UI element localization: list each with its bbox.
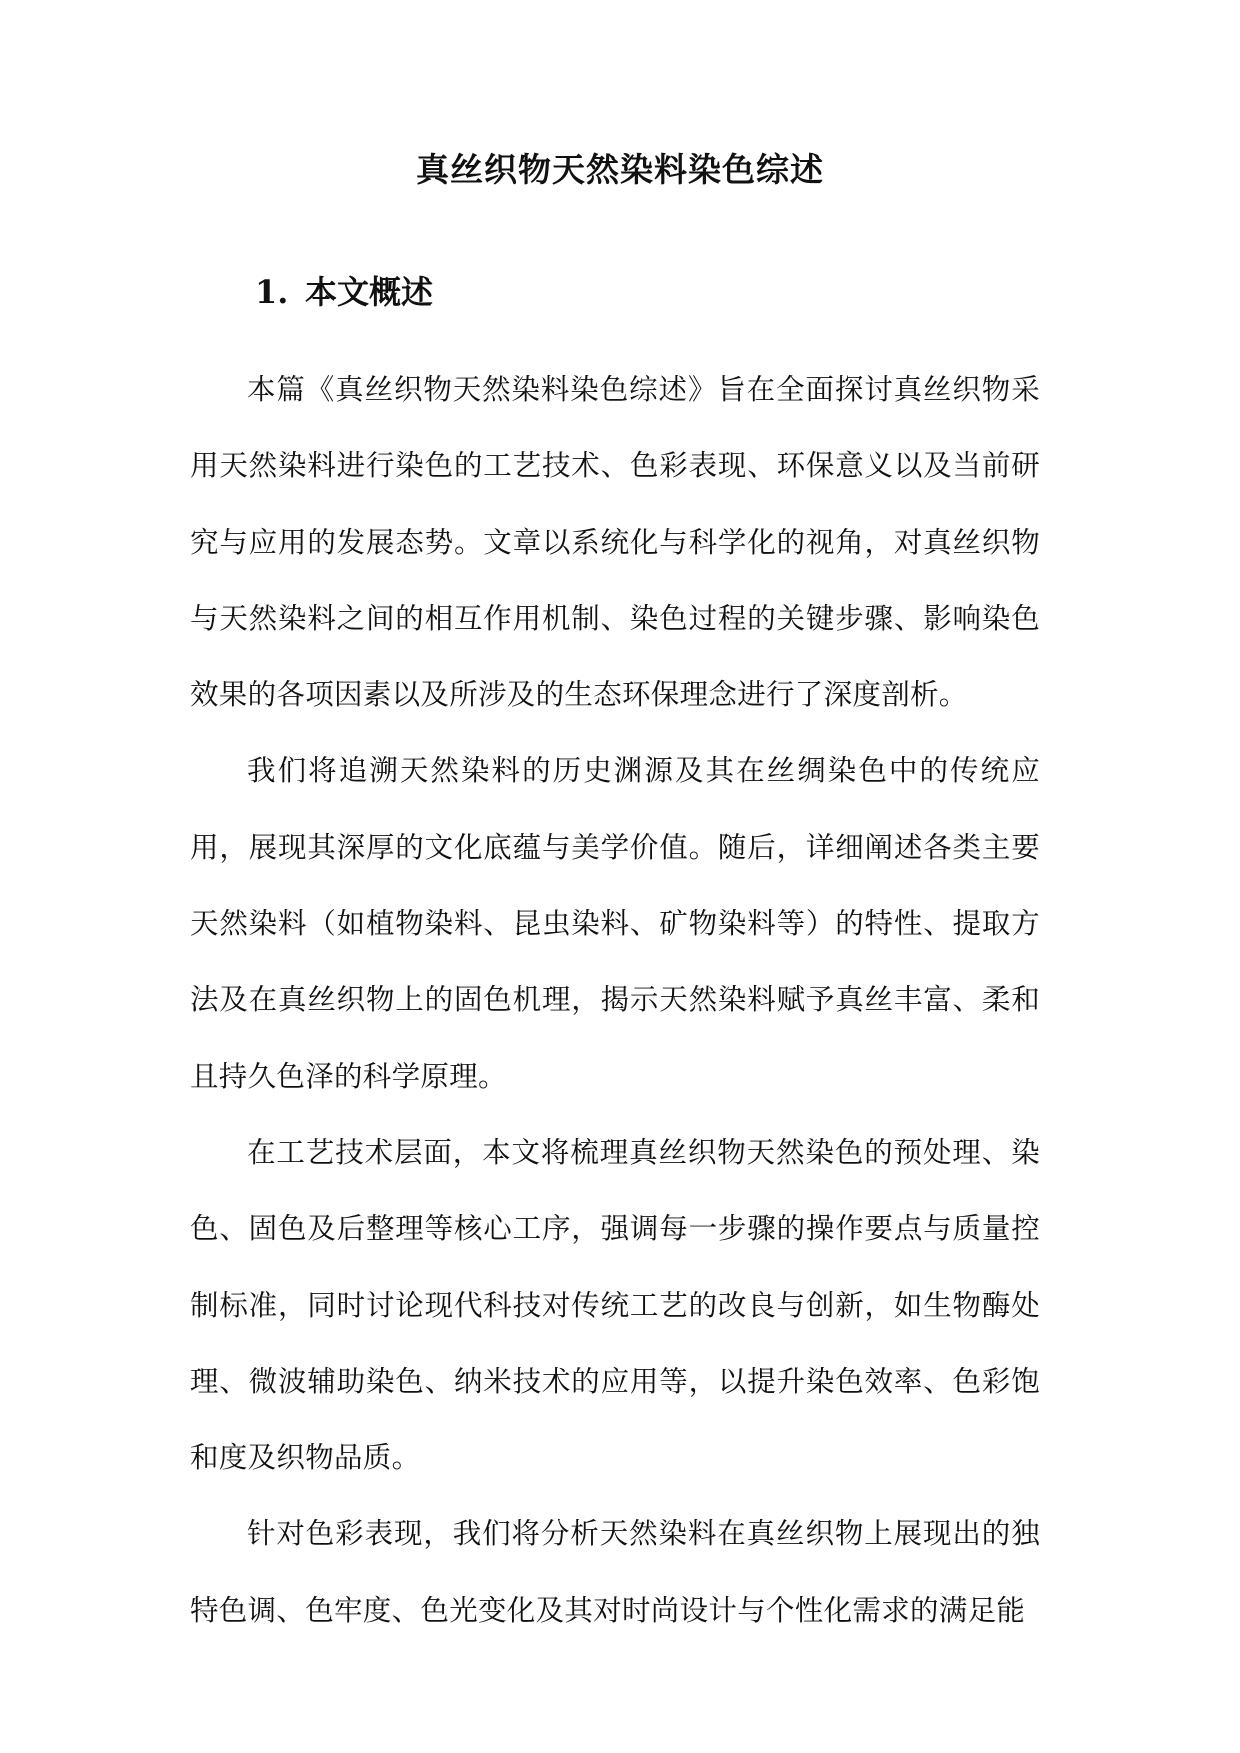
paragraph-1: 本篇《真丝织物天然染料染色综述》旨在全面探讨真丝织物采用天然染料进行染色的工艺技术、色彩表现、环保意义以及当前研究与应用的发展态势。文章以系统化与科学化的视角，对真丝织物与天然染料之间的相互作用机制、染色过程的关键步骤、影响染色效果的各项因素以及所涉及的生态环保理念进行了深度剖析。 [190, 373, 1040, 712]
document-title: 真丝织物天然染料染色综述 [416, 150, 824, 189]
paragraph-4: 针对色彩表现，我们将分析天然染料在真丝织物上展现出的独特色调、色牢度、色光变化及其对时尚设计与个性化需求的满足能 [190, 1517, 1040, 1627]
paragraph-3: 在工艺技术层面，本文将梳理真丝织物天然染色的预处理、染色、固色及后整理等核心工序，强调每一步骤的操作要点与质量控制标准，同时讨论现代科技对传统工艺的改良与创新，如生物酶处理、微波辅助染色、纳米技术的应用等，以提升染色效率、色彩饱和度及织物品质。 [190, 1135, 1040, 1475]
paragraph-2: 我们将追溯天然染料的历史渊源及其在丝绸染色中的传统应用，展现其深厚的文化底蕴与美学价值。随后，详细阐述各类主要天然染料（如植物染料、昆虫染料、矿物染料等）的特性、提取方法及在真丝织物上的固色机理，揭示天然染料赋予真丝丰富、柔和且持久色泽的科学原理。 [190, 754, 1040, 1093]
section-number: 1. [255, 273, 289, 311]
section-heading-text: 本文概述 [305, 273, 434, 311]
section-heading [255, 267, 433, 317]
document-body [190, 352, 1040, 1649]
